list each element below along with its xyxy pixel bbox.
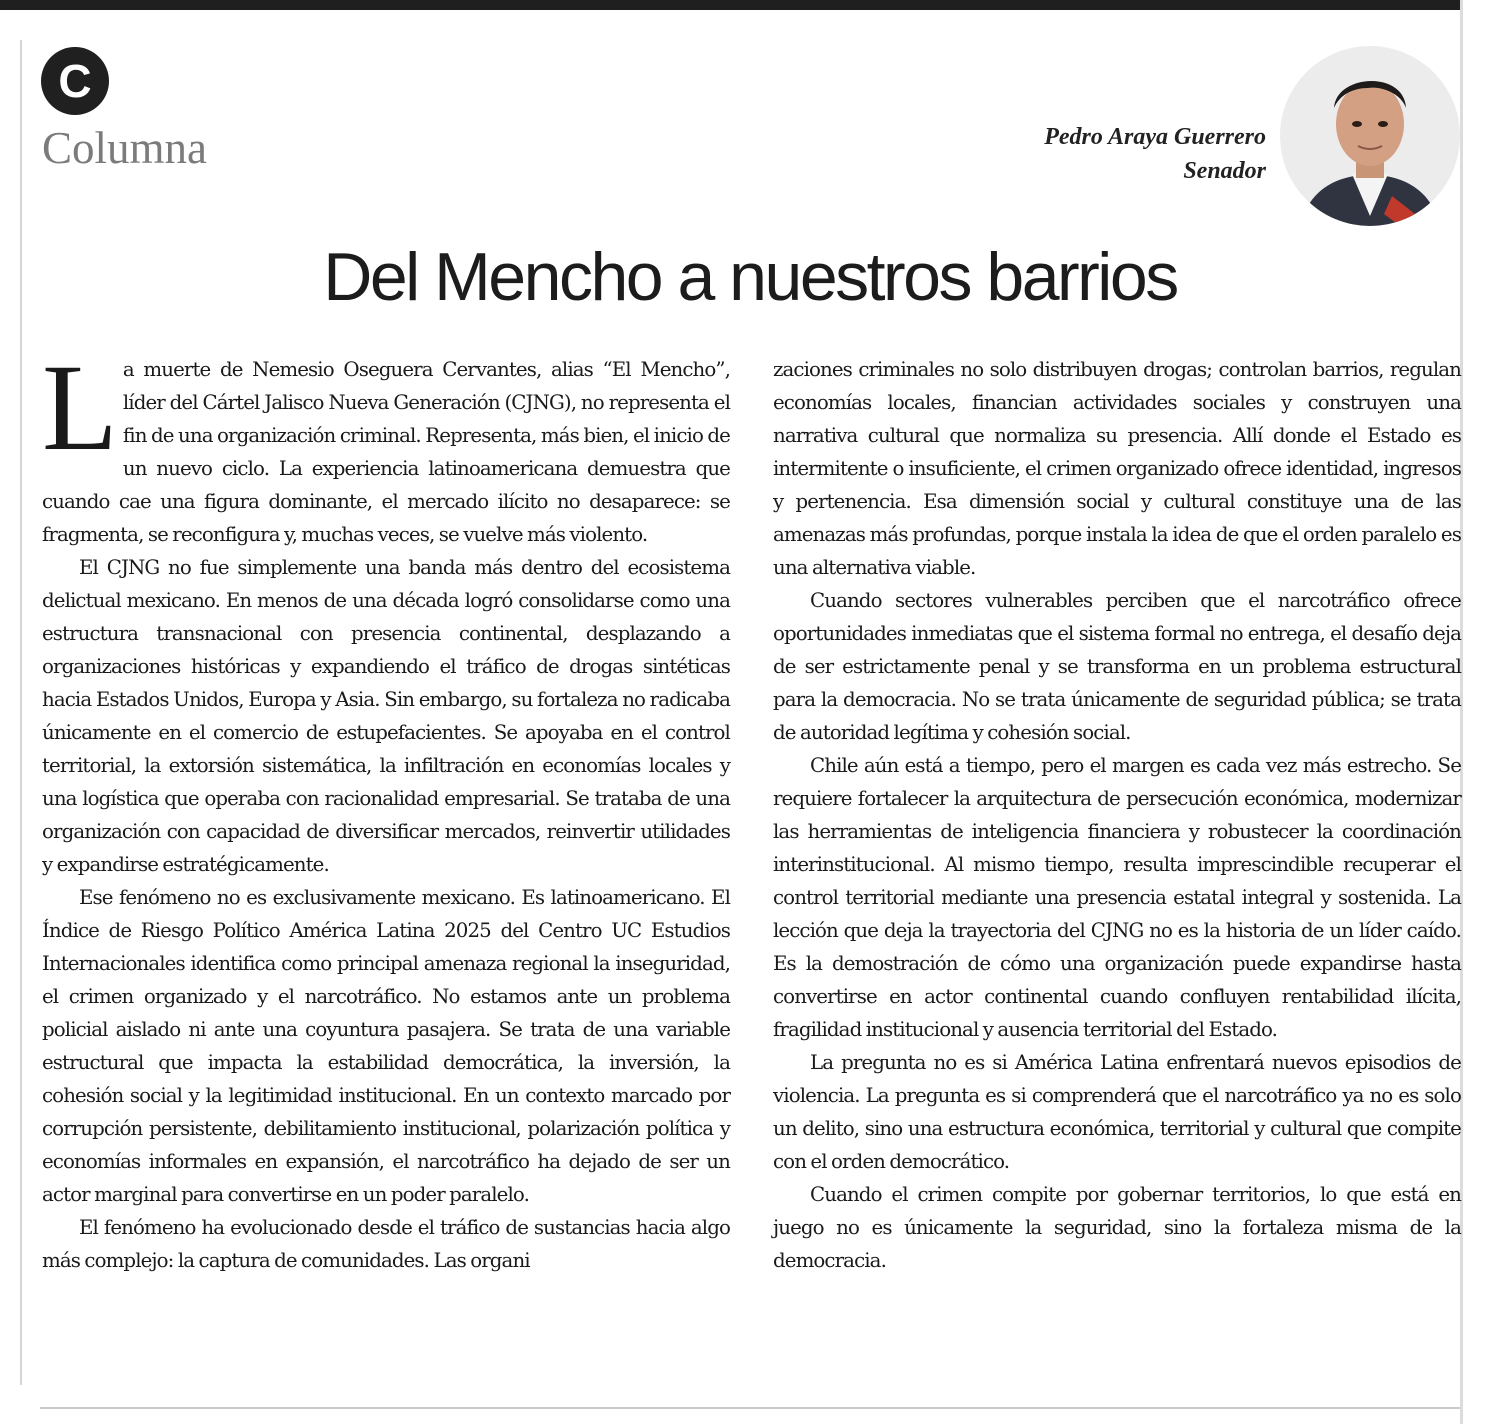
section-label: Columna	[42, 123, 207, 173]
article-paragraph: Cuando el crimen compite por gobernar territorios, lo que está en juego no es únicamente la seguridad, sino la fortaleza misma de la democracia.	[773, 1183, 1461, 1272]
article-paragraph: Cuando sectores vulnerables perciben que el narcotráfico ofrece oportunidades inmediatas que el sistema formal no entrega, el desafío deja de ser estrictamente penal y se transforma en un problema estructural para la democracia. No se trata únicamente de seguridad pública; se trata de autoridad legítima y cohesión social.	[773, 589, 1461, 744]
author-name: Pedro Araya Guerrero	[1044, 124, 1266, 150]
article-paragraph: Ese fenómeno no es exclusivamente mexicano. Es latinoamericano. El Índice de Riesgo Político América Latina 2025 del Centro UC Estudios Internacionales identifica como principal amenaza regional la inseguridad, el crimen organizado y el narcotráfico. No estamos ante un problema policial aislado ni ante una coyuntura pasajera. Se trata de una variable estructural que impacta la estabilidad democrática, la inversión, la cohesión social y la legitimidad institucional. En un contexto marcado por corrupción persistente, debilitamiento institucional, polarización política y economías informales en expansión, el narcotráfico ha dejado de ser un actor marginal para convertirse en un poder paralelo.	[42, 886, 730, 1206]
paragraph-text: a muerte de Nemesio Oseguera Cervantes, alias “El Mencho”, líder del Cártel Jalisco Nueva Generación (CJNG), no representa el fin de una organización criminal. Representa, más bien, el inicio de un nuevo ciclo. La experiencia latinoamericana demuestra que cuando cae una figura dominante, el mercado ilícito no desaparece: se fragmenta, se reconfigura y, muchas veces, se vuelve más violento.	[42, 358, 730, 546]
author-photo	[1280, 46, 1460, 226]
headline: Del Mencho a nuestros barrios	[323, 239, 1177, 315]
section-mark-icon	[41, 47, 109, 115]
article-paragraph: El CJNG no fue simplemente una banda más dentro del ecosistema delictual mexicano. En menos de una década logró consolidarse como una estructura transnacional con presencia continental, desplazando a organizaciones históricas y expandiendo el tráfico de drogas sintéticas hacia Estados Unidos, Europa y Asia. Sin embargo, su fortaleza no radicaba únicamente en el comercio de estupefacientes. Se apoyaba en el control territorial, la extorsión sistemática, la infiltración en economías locales y una logística que operaba con racionalidad empresarial. Se trataba de una organización con capacidad de diversificar mercados, reinvertir utilidades y expandirse estratégicamente.	[42, 556, 730, 876]
author-byline	[1044, 120, 1266, 188]
article-paragraph: zaciones criminales no solo distribuyen drogas; controlan barrios, regulan economías locales, financian actividades sociales y construyen una narrativa cultural que normaliza su presencia. Allí donde el Estado es intermitente o insuficiente, el crimen organizado ofrece identidad, ingresos y pertenencia. Esa dimensión social y cultural constituye una de las amenazas más profundas, porque instala la idea de que el orden paralelo es una alternativa viable.	[773, 358, 1461, 579]
bottom-rule	[40, 1407, 1460, 1409]
article-column-left	[42, 339, 730, 1277]
article-paragraph: Chile aún está a tiempo, pero el margen es cada vez más estrecho. Se requiere fortalecer la arquitectura de persecución económica, modernizar las herramientas de inteligencia financiera y robustecer la coordinación interinstitucional. Al mismo tiempo, resulta imprescindible recuperar el control territorial mediante una presencia estatal integral y sostenida. La lección que deja la trayectoria del CJNG no es la historia de un líder caído. Es la demostración de cómo una organización puede expandirse hasta convertirse en actor continental cuando confluyen rentabilidad ilícita, fragilidad institucional y ausencia territorial del Estado.	[773, 754, 1461, 1041]
section-mark-letter: C	[58, 55, 92, 107]
article-paragraph	[42, 339, 730, 551]
top-border	[0, 0, 1460, 10]
article-paragraph: El fenómeno ha evolucionado desde el tráfico de sustancias hacia algo más complejo: la captura de comunidades. Las organi	[42, 1216, 730, 1272]
article-paragraph: La pregunta no es si América Latina enfrentará nuevos episodios de violencia. La pregunta es si comprenderá que el narcotráfico ya no es solo un delito, sino una estructura económica, territorial y cultural que compite con el orden democrático.	[773, 1051, 1461, 1173]
drop-cap: L	[42, 339, 117, 476]
article-column-right	[773, 353, 1461, 1277]
author-role: Senador	[1183, 158, 1266, 184]
